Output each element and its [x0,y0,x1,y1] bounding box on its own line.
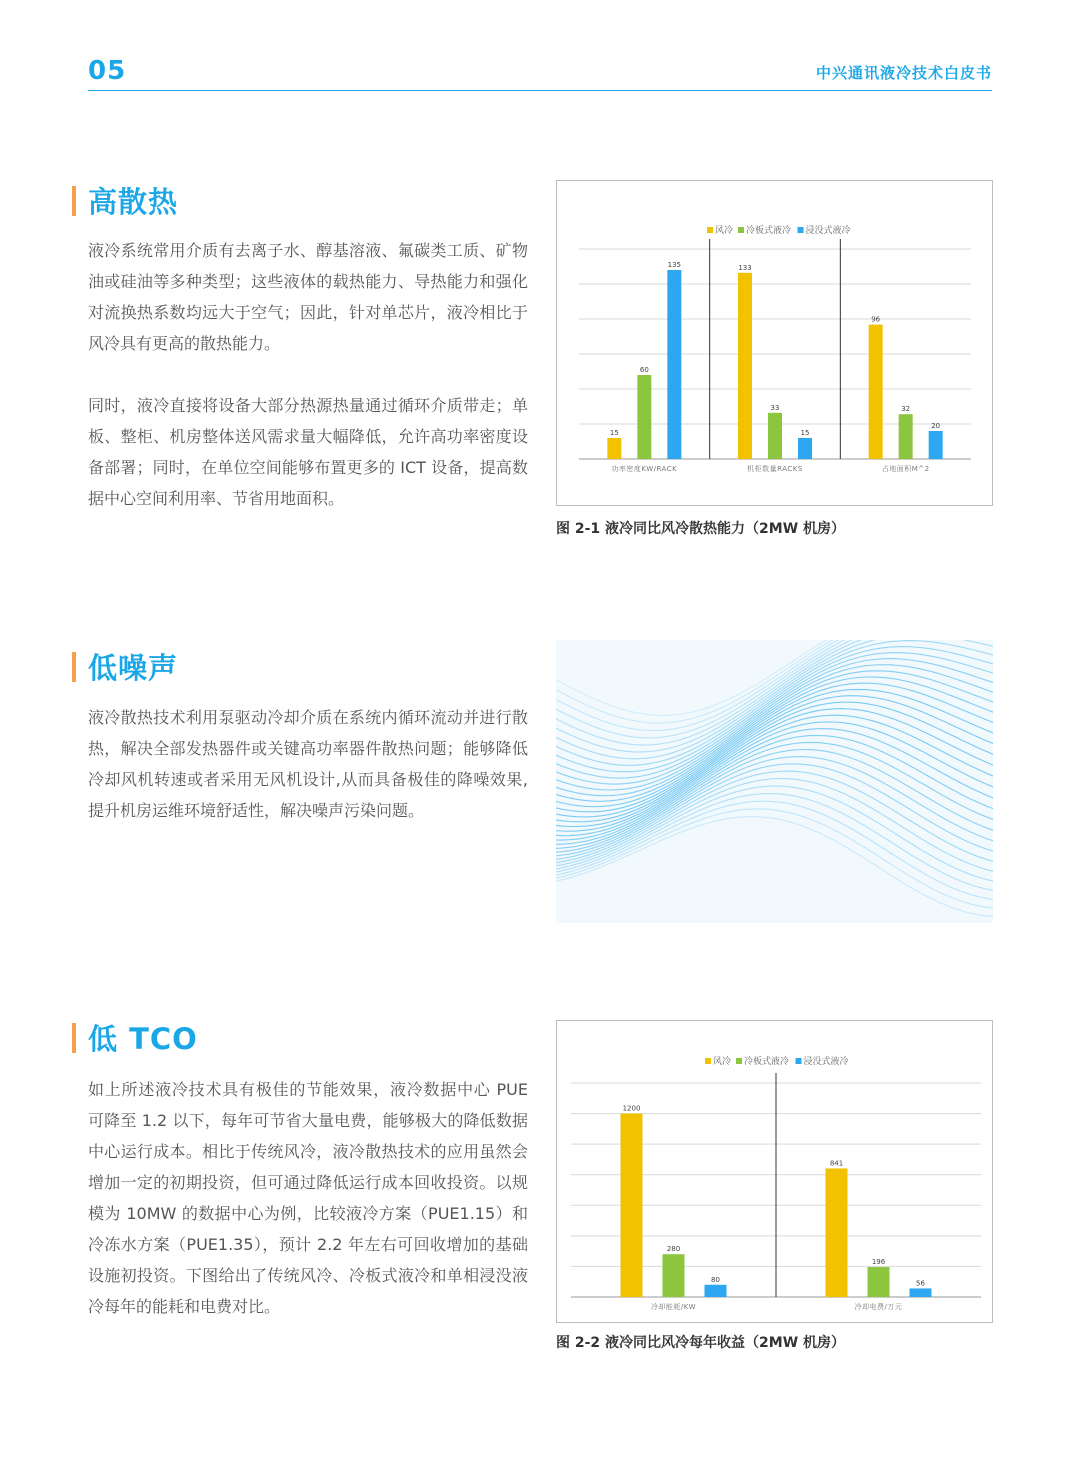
legend-label: 冷板式液冷 [746,226,792,236]
wave-line [556,640,993,759]
chart-legend [705,1055,849,1067]
bar [929,431,943,459]
section-heading-low-noise [72,646,178,687]
data-label: 32 [901,405,911,414]
heading-accent-bar [72,1023,76,1053]
section-title: 高散热 [88,185,179,219]
legend-swatch [738,227,744,233]
wave-line [556,801,993,900]
data-label: 280 [666,1245,681,1254]
wave-line [556,640,993,731]
paragraph: 液冷散热技术利用泵驱动冷却介质在系统内循环流动并进行散热，解决全部发热器件或关键高功率器件散热问题；能够降低冷却风机转速或者采用无风机设计,从而具备极佳的降噪效果,提升机房运维环境舒适性，解决噪声污染问题。 [88,708,528,820]
figure-caption: 图 2-2 液冷同比风冷每年收益（2MW 机房） [556,1335,846,1351]
category-label: 功率密度KW/RACK [611,465,678,473]
data-label: 15 [800,429,810,437]
data-label: 20 [931,422,941,430]
legend-swatch [736,1058,742,1064]
header-divider [88,90,992,91]
legend-label: 风冷 [715,226,734,236]
data-label: 135 [667,261,682,269]
category-label: 冷却电费/万元 [854,1303,903,1311]
section-title: 低噪声 [88,651,179,685]
bar [667,270,681,459]
paragraph: 液冷系统常用介质有去离子水、醇基溶液、氟碳类工质、矿物油或硅油等多种类型；这些液体的载热能力、导热能力和强化对流换热系数均远大于空气；因此，针对单芯片，液冷相比于风冷具有更高的散热能力。 [88,241,528,353]
heading-accent-bar [72,652,76,682]
data-label: 96 [871,315,881,324]
heading-accent-bar [72,186,76,216]
legend-swatch [798,227,804,233]
wave-line [556,715,993,831]
data-label: 56 [916,1279,925,1288]
bar [637,375,651,459]
data-label: 80 [711,1275,720,1284]
bar [869,325,883,459]
data-label: 33 [770,403,780,412]
section-title: 低 TCO [88,1022,198,1056]
wave-line [556,771,993,864]
wave-line [556,683,993,807]
data-label: 196 [871,1258,886,1267]
legend-swatch [796,1058,802,1064]
bar [705,1285,727,1297]
wave-line [556,736,993,845]
legend-label: 浸没式液冷 [805,226,851,236]
chart-svg [557,181,992,505]
bar [738,273,752,459]
bar [868,1267,890,1297]
chart-annual-benefit [556,1020,993,1323]
legend-swatch [707,227,713,233]
paragraph: 同时，液冷直接将设备大部分热源热量通过循环介质带走；单板、整柜、机房整体送风需求量大幅降低，允许高功率密度设备部署；同时，在单位空间能够布置更多的 ICT 设备，提高数据中心空间利用率、节省用地面积。 [88,396,528,508]
data-label: 15 [609,429,619,437]
legend-label: 浸没式液冷 [803,1057,849,1067]
document-title: 中兴通讯液冷技术白皮书 [815,64,992,82]
category-label: 冷却能耗/KW [650,1303,697,1311]
bar [910,1288,932,1297]
data-label: 60 [639,366,649,374]
chart-legend [707,224,851,236]
figure-caption: 图 2-1 液冷同比风冷散热能力（2MW 机房） [556,521,846,537]
bar [607,438,621,459]
legend-label: 风冷 [713,1057,732,1067]
wave-illustration [556,640,993,923]
bar [663,1254,685,1297]
category-label: 机柜数量RACKS [747,465,803,473]
wave-graphic [556,640,993,923]
data-label: 841 [829,1159,844,1168]
bar [621,1114,643,1297]
paragraph: 如上所述液冷技术具有极佳的节能效果，液冷数据中心 PUE 可降至 1.2 以下，每年可节省大量电费，能够极大的降低数据中心运行成本。相比于传统风冷，液冷散热技术的应用虽然会增加一定的初期投资，但可通过降低运行成本回收投资。以规模为 10MW 的数据中心为例，比较液冷方案（PUE1.15）和冷冻水方案（PUE1.35），预计 2.2 年左右可回收增加的基础设施初投资。下图给出了传统风冷、冷板式液冷和单相浸没液冷每年的能耗和电费对比。 [88,1080,528,1316]
bar [826,1168,848,1297]
wave-line [556,640,993,715]
page-number: 05 [88,56,127,86]
legend-swatch [705,1058,711,1064]
bar [798,438,812,459]
section-heading-low-tco [72,1017,198,1058]
chart-heat-dissipation [556,180,993,506]
data-label: 1200 [622,1104,641,1113]
legend-label: 冷板式液冷 [744,1057,790,1067]
section-heading-high-heat [72,180,178,221]
category-label: 占地面积M^2 [881,465,930,473]
data-label: 133 [738,263,752,272]
chart-svg [557,1021,992,1322]
bar [899,414,913,459]
bar [768,413,782,459]
